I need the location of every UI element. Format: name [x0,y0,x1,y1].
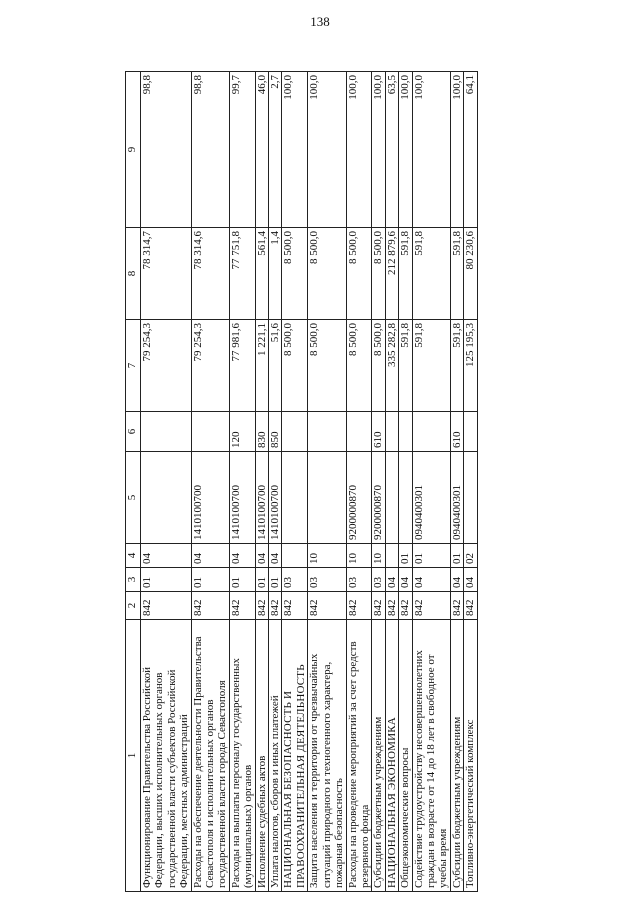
cell-percent: 100,0 [450,72,463,228]
cell-subsection: 04 [269,544,282,568]
cell-subsection: 01 [450,544,463,568]
cell-plan: 8 500,0 [372,320,385,412]
cell-plan: 1 221,1 [255,320,268,412]
cell-subsection [385,544,398,568]
cell-expense-type [464,412,477,452]
cell-subsection: 10 [372,544,385,568]
cell-percent: 100,0 [412,72,450,228]
cell-target-item: 0940400301 [450,452,463,544]
cell-section: 04 [464,568,477,592]
cell-executed: 77 751,8 [229,228,255,320]
cell-expense-type: 610 [372,412,385,452]
cell-executed: 591,8 [450,228,463,320]
cell-subsection: 04 [191,544,229,568]
table-row [141,72,192,892]
cell-plan: 125 195,3 [464,320,477,412]
cell-ministry: 842 [464,592,477,620]
cell-expense-type [308,412,346,452]
cell-subsection: 01 [399,544,412,568]
cell-subsection: 01 [412,544,450,568]
cell-plan: 8 500,0 [282,320,308,412]
table-row [229,72,255,892]
cell-executed: 561,4 [255,228,268,320]
cell-section: 01 [269,568,282,592]
cell-percent: 100,0 [399,72,412,228]
cell-section: 01 [191,568,229,592]
row-name: НАЦИОНАЛЬНАЯ ЭКОНОМИКА [385,620,398,892]
cell-section: 01 [229,568,255,592]
cell-target-item [141,452,192,544]
cell-expense-type [412,412,450,452]
row-name: Исполнение судебных актов [255,620,268,892]
cell-plan: 51,6 [269,320,282,412]
cell-target-item [282,452,308,544]
cell-executed: 78 314,7 [141,228,192,320]
cell-target-item: 1410100700 [255,452,268,544]
cell-executed: 80 230,6 [464,228,477,320]
cell-expense-type [282,412,308,452]
table-row [255,72,268,892]
cell-executed: 591,8 [412,228,450,320]
cell-executed: 8 500,0 [346,228,372,320]
column-header: 4 [126,544,141,568]
rotated-table-container [125,72,640,892]
table-row [346,72,372,892]
row-name: Содействие трудоустройству несовершеннолетних граждан в возрасте от 14 до 18 лет в свободное от учебы время [412,620,450,892]
cell-target-item [385,452,398,544]
header-row [126,72,141,892]
column-header: 3 [126,568,141,592]
cell-plan: 8 500,0 [346,320,372,412]
cell-ministry: 842 [450,592,463,620]
cell-subsection: 04 [229,544,255,568]
table-row [372,72,385,892]
cell-target-item: 1410100700 [229,452,255,544]
cell-target-item [464,452,477,544]
cell-plan: 8 500,0 [308,320,346,412]
cell-expense-type: 610 [450,412,463,452]
cell-percent: 63,5 [385,72,398,228]
row-name: Функционирование Правительства Российской Федерации, высших исполнительных органов государственной власти субъектов Российской Федерации, местных администраций [141,620,192,892]
row-name: Защита населения и территории от чрезвычайных ситуаций природного и техногенного характера, пожарная безопасность [308,620,346,892]
table-row [191,72,229,892]
row-name: Уплата налогов, сборов и иных платежей [269,620,282,892]
cell-executed: 591,8 [399,228,412,320]
cell-target-item [308,452,346,544]
cell-section: 01 [255,568,268,592]
table-row [282,72,308,892]
cell-plan: 591,8 [412,320,450,412]
cell-percent: 100,0 [346,72,372,228]
cell-expense-type: 850 [269,412,282,452]
cell-ministry: 842 [255,592,268,620]
cell-percent: 100,0 [308,72,346,228]
cell-expense-type [385,412,398,452]
table-row [269,72,282,892]
cell-expense-type [399,412,412,452]
row-name: Общеэкономические вопросы [399,620,412,892]
cell-subsection: 10 [346,544,372,568]
cell-expense-type [191,412,229,452]
cell-executed: 8 500,0 [372,228,385,320]
table-row [308,72,346,892]
cell-percent: 99,7 [229,72,255,228]
cell-subsection: 04 [141,544,192,568]
cell-target-item: 9200000870 [346,452,372,544]
cell-section: 04 [412,568,450,592]
cell-section: 01 [141,568,192,592]
cell-expense-type [346,412,372,452]
budget-table [125,71,478,892]
row-name: Субсидии бюджетным учреждениям [372,620,385,892]
column-header: 6 [126,412,141,452]
cell-target-item: 9200000870 [372,452,385,544]
cell-target-item: 0940400301 [412,452,450,544]
cell-target-item: 1410100700 [191,452,229,544]
cell-ministry: 842 [229,592,255,620]
cell-plan: 591,8 [399,320,412,412]
cell-target-item: 1410100700 [269,452,282,544]
cell-ministry: 842 [269,592,282,620]
cell-executed: 8 500,0 [308,228,346,320]
table-row [412,72,450,892]
row-name: НАЦИОНАЛЬНАЯ БЕЗОПАСНОСТЬ И ПРАВООХРАНИТЕЛЬНАЯ ДЕЯТЕЛЬНОСТЬ [282,620,308,892]
cell-executed: 8 500,0 [282,228,308,320]
cell-plan: 79 254,3 [141,320,192,412]
cell-subsection: 10 [308,544,346,568]
row-name: Субсидии бюджетным учреждениям [450,620,463,892]
cell-section: 04 [450,568,463,592]
cell-percent: 98,8 [141,72,192,228]
cell-plan: 591,8 [450,320,463,412]
cell-percent: 46,0 [255,72,268,228]
column-header: 9 [126,72,141,228]
cell-ministry: 842 [141,592,192,620]
cell-section: 04 [385,568,398,592]
cell-expense-type: 830 [255,412,268,452]
cell-subsection: 02 [464,544,477,568]
cell-executed: 78 314,6 [191,228,229,320]
cell-ministry: 842 [412,592,450,620]
row-name: Расходы на обеспечение деятельности Правительства Севастополя и исполнительных органов государственной власти города Севастополя [191,620,229,892]
cell-section: 04 [399,568,412,592]
table-row [450,72,463,892]
cell-subsection: 04 [255,544,268,568]
cell-section: 03 [308,568,346,592]
cell-section: 03 [346,568,372,592]
table-row [464,72,477,892]
cell-plan: 335 282,8 [385,320,398,412]
column-header: 5 [126,452,141,544]
table-row [399,72,412,892]
cell-ministry: 842 [385,592,398,620]
cell-executed: 1,4 [269,228,282,320]
row-name: Топливно-энергетический комплекс [464,620,477,892]
cell-expense-type [141,412,192,452]
cell-subsection [282,544,308,568]
page-number: 138 [310,14,330,29]
column-header: 2 [126,592,141,620]
cell-section: 03 [282,568,308,592]
cell-plan: 79 254,3 [191,320,229,412]
cell-percent: 64,1 [464,72,477,228]
table-row [385,72,398,892]
cell-ministry: 842 [308,592,346,620]
row-name: Расходы на проведение мероприятий за счет средств резервного фонда [346,620,372,892]
cell-section: 03 [372,568,385,592]
column-header: 8 [126,228,141,320]
cell-plan: 77 981,6 [229,320,255,412]
column-header: 1 [126,620,141,892]
column-header: 7 [126,320,141,412]
cell-percent: 2,7 [269,72,282,228]
cell-ministry: 842 [346,592,372,620]
cell-ministry: 842 [282,592,308,620]
cell-ministry: 842 [399,592,412,620]
cell-percent: 100,0 [282,72,308,228]
cell-ministry: 842 [372,592,385,620]
cell-percent: 98,8 [191,72,229,228]
cell-executed: 212 879,6 [385,228,398,320]
row-name: Расходы на выплаты персоналу государственных (муниципальных) органов [229,620,255,892]
cell-percent: 100,0 [372,72,385,228]
cell-ministry: 842 [191,592,229,620]
cell-target-item [399,452,412,544]
cell-expense-type: 120 [229,412,255,452]
